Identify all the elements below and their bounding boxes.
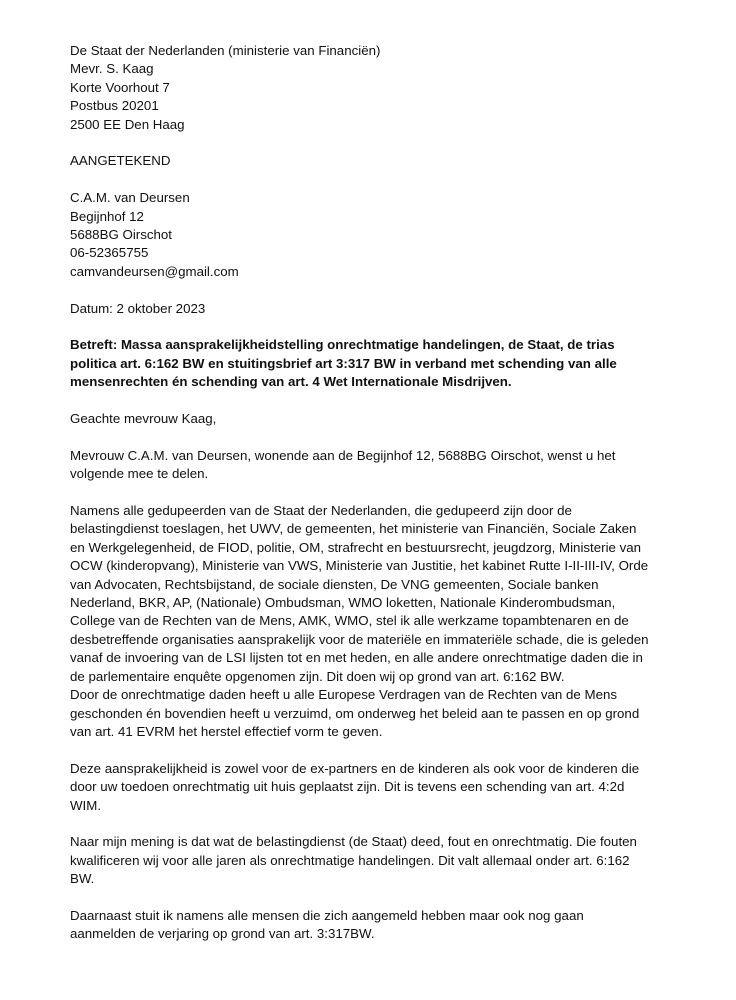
sender-line: 5688BG Oirschot bbox=[70, 227, 172, 243]
paragraph-line: College van de Rechten van de Mens, AMK, WMO, stel ik alle werkzame topambtenaren en de bbox=[70, 613, 629, 629]
paragraph-line: geschonden én bovendien heeft u verzuimd, om onderweg het beleid aan te passen en op grond bbox=[70, 705, 640, 721]
sender-line: camvandeursen@gmail.com bbox=[70, 263, 239, 279]
paragraph-line: Namens alle gedupeerden van de Staat der Nederlanden, die gedupeerd zijn door de bbox=[70, 503, 572, 519]
registered-label: AANGETEKEND bbox=[70, 153, 171, 169]
recipient-line: 2500 EE Den Haag bbox=[70, 116, 185, 132]
intro-paragraph bbox=[70, 447, 670, 484]
paragraph-line: belastingdienst toeslagen, het UWV, de gemeenten, het ministerie van Financiën, Sociale Zaken bbox=[70, 521, 637, 537]
liability-paragraph bbox=[70, 502, 670, 741]
paragraph-line: van art. 41 EVRM het herstel effectief vorm te geven. bbox=[70, 723, 383, 739]
subject bbox=[70, 336, 670, 391]
paragraph-line: van Advocaten, Rechtsbijstand, de sociale diensten, De VNG gemeenten, Sociale banken bbox=[70, 576, 599, 592]
spacer bbox=[70, 741, 670, 759]
children-paragraph bbox=[70, 760, 670, 815]
opinion-paragraph bbox=[70, 833, 670, 888]
paragraph-line: vanaf de invoering van de LSI lijsten tot en met heden, en alle andere onrechtmatige daden die in bbox=[70, 650, 643, 666]
spacer bbox=[70, 889, 670, 907]
subject-line: Betreft: Massa aansprakelijkheidstelling onrechtmatige handelingen, de Staat, de trias bbox=[70, 337, 615, 353]
paragraph-line: BW. bbox=[70, 871, 95, 887]
subject-line: mensenrechten én schending van art. 4 Wet Internationale Misdrijven. bbox=[70, 374, 512, 390]
letter-date: Datum: 2 oktober 2023 bbox=[70, 300, 206, 316]
letter bbox=[70, 42, 670, 944]
subject-line: politica art. 6:162 BW en stuitingsbrief art 3:317 BW in verband met schending van alle bbox=[70, 355, 617, 371]
paragraph-line: Naar mijn mening is dat wat de belastingdienst (de Staat) deed, fout en onrechtmatig. Die fouten bbox=[70, 834, 637, 850]
paragraph-line: Door de onrechtmatige daden heeft u alle Europese Verdragen van de Rechten van de Mens bbox=[70, 687, 618, 703]
recipient-line: Postbus 20201 bbox=[70, 98, 159, 114]
sender-line: C.A.M. van Deursen bbox=[70, 190, 190, 206]
spacer bbox=[70, 392, 670, 410]
paragraph-line: kwalificeren wij voor alle jaren als onrechtmatige handelingen. Dit valt allemaal onder art. 6:162 bbox=[70, 852, 630, 868]
recipient-line: Korte Voorhout 7 bbox=[70, 79, 170, 95]
spacer bbox=[70, 815, 670, 833]
recipient-line: De Staat der Nederlanden (ministerie van Financiën) bbox=[70, 43, 381, 58]
sender-line: 06-52365755 bbox=[70, 245, 149, 261]
paragraph-line: Deze aansprakelijkheid is zowel voor de ex-partners en de kinderen als ook voor de kinderen die bbox=[70, 760, 640, 776]
interruption-paragraph bbox=[70, 907, 670, 944]
paragraph-line: OCW (kinderopvang), Ministerie van VWS, Ministerie van Justitie, het kabinet Rutte I-II-III-IV, Orde bbox=[70, 558, 649, 574]
recipient-line: Mevr. S. Kaag bbox=[70, 61, 154, 77]
paragraph-line: door uw toedoen onrechtmatig uit huis geplaatst zijn. Dit is tevens een schending van art. 4:2d bbox=[70, 779, 625, 795]
paragraph-line: Mevrouw C.A.M. van Deursen, wonende aan de Begijnhof 12, 5688BG Oirschot, wenst u het bbox=[70, 447, 616, 463]
sender-line: Begijnhof 12 bbox=[70, 208, 144, 224]
paragraph-line: Daarnaast stuit ik namens alle mensen die zich aangemeld hebben maar ook nog gaan bbox=[70, 907, 584, 923]
recipient-address bbox=[70, 42, 670, 134]
spacer bbox=[70, 134, 670, 152]
paragraph-line: Nederland, BKR, AP, (Nationale) Ombudsman, WMO loketten, Nationale Kinderombudsman, bbox=[70, 595, 616, 611]
paragraph-line: en Werkgelegenheid, de FIOD, politie, OM, strafrecht en bestuursrecht, jeugdzorg, Ministerie van bbox=[70, 539, 642, 555]
paragraph-line: de parlementaire enquête opgenomen zijn. Dit doen wij op grond van art. 6:162 BW. bbox=[70, 668, 565, 684]
spacer bbox=[70, 171, 670, 189]
spacer bbox=[70, 484, 670, 502]
spacer bbox=[70, 428, 670, 446]
paragraph-line: volgende mee te delen. bbox=[70, 466, 209, 482]
salutation: Geachte mevrouw Kaag, bbox=[70, 411, 217, 427]
paragraph-line: WIM. bbox=[70, 797, 102, 813]
spacer bbox=[70, 281, 670, 299]
sender-address bbox=[70, 189, 670, 281]
paragraph-line: desbetreffende organisaties aansprakelijk voor de materiële en immateriële schade, die is geleden bbox=[70, 631, 649, 647]
paragraph-line: aanmelden de verjaring op grond van art. 3:317BW. bbox=[70, 926, 375, 942]
spacer bbox=[70, 318, 670, 336]
